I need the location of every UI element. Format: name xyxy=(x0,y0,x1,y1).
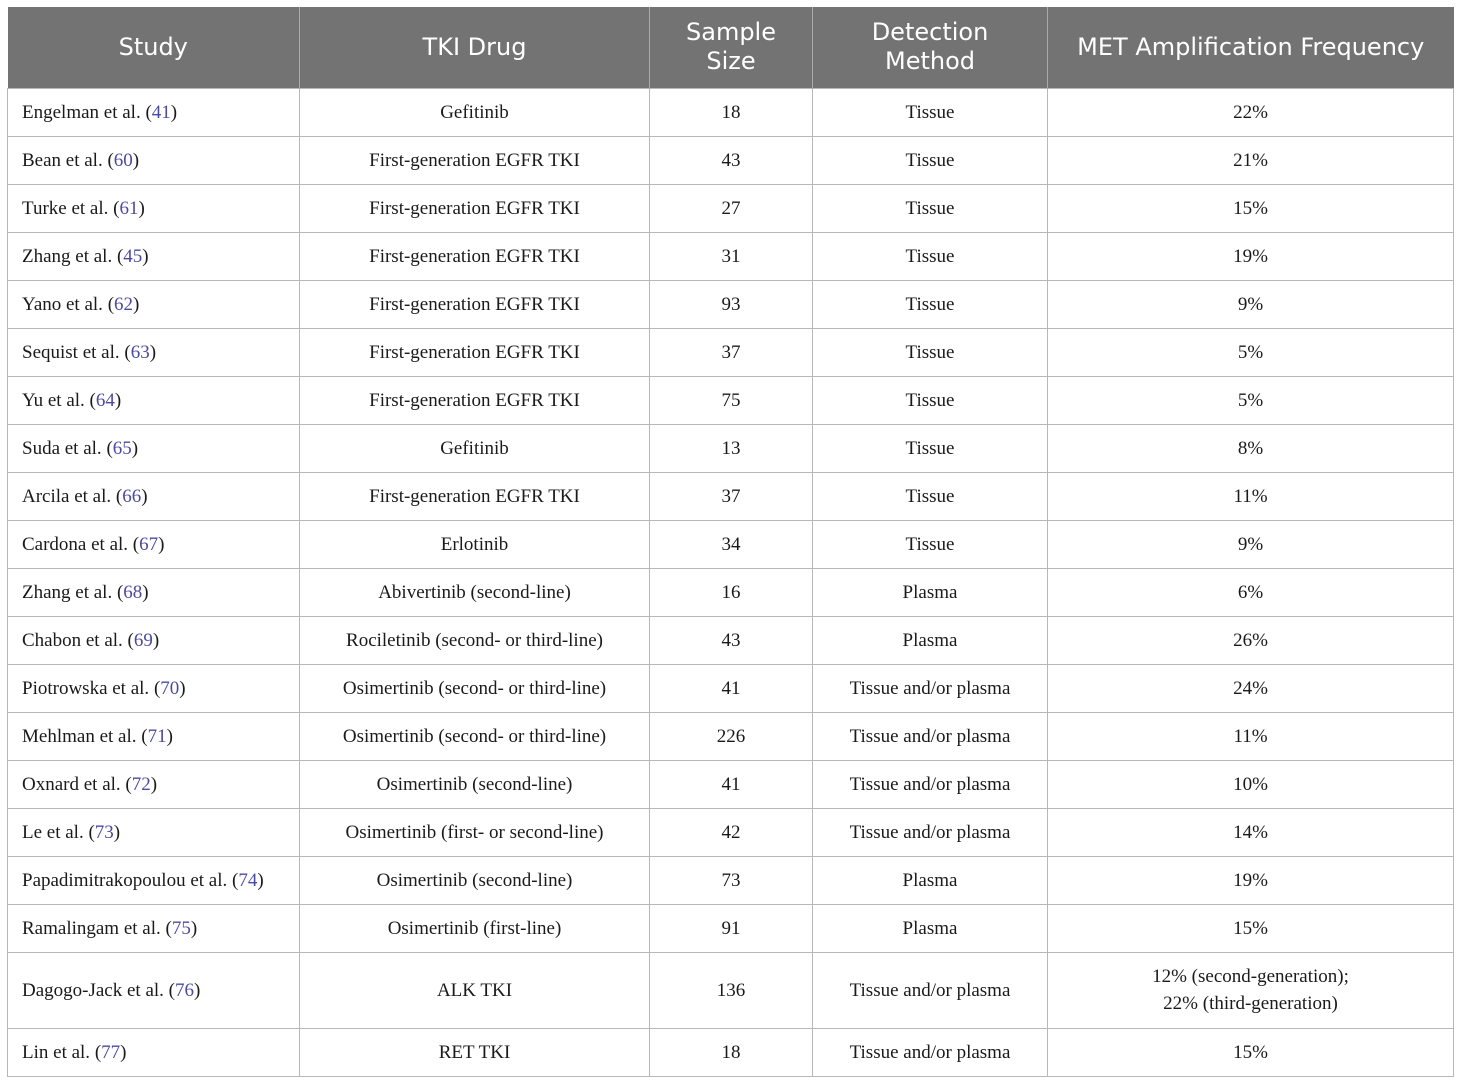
cell-tki-drug: Gefitinib xyxy=(300,424,650,472)
cell-met-frequency: 24% xyxy=(1048,664,1454,712)
reference-link[interactable]: 68 xyxy=(123,581,143,603)
table-row xyxy=(8,664,1454,712)
cell-sample-size: 43 xyxy=(650,136,813,184)
reference-link[interactable]: 41 xyxy=(151,101,171,123)
cell-sample-size: 41 xyxy=(650,664,813,712)
cell-tki-drug: Rociletinib (second- or third-line) xyxy=(300,616,650,664)
cell-detection-method: Plasma xyxy=(813,568,1048,616)
cell-sample-size: 226 xyxy=(650,712,813,760)
reference-link[interactable]: 74 xyxy=(238,869,258,891)
reference-link[interactable]: 66 xyxy=(122,485,142,507)
cell-study: Dagogo-Jack et al. (76) xyxy=(8,952,300,1028)
table-row xyxy=(8,520,1454,568)
table-row xyxy=(8,424,1454,472)
study-author: Lin et al. xyxy=(22,1041,91,1063)
table-row xyxy=(8,328,1454,376)
table-row xyxy=(8,952,1454,1028)
cell-sample-size: 13 xyxy=(650,424,813,472)
reference-link[interactable]: 60 xyxy=(113,149,133,171)
cell-sample-size: 18 xyxy=(650,88,813,136)
cell-tki-drug: First-generation EGFR TKI xyxy=(300,472,650,520)
cell-detection-method: Tissue and/or plasma xyxy=(813,808,1048,856)
reference-link[interactable]: 62 xyxy=(114,293,134,315)
header-tki-drug: TKI Drug xyxy=(300,7,650,88)
study-author: Turke et al. xyxy=(22,197,109,219)
cell-tki-drug: First-generation EGFR TKI xyxy=(300,232,650,280)
cell-tki-drug: First-generation EGFR TKI xyxy=(300,376,650,424)
reference-link[interactable]: 63 xyxy=(130,341,150,363)
header-detection-method: Detection Method xyxy=(813,7,1048,88)
cell-study: Papadimitrakopoulou et al. (74) xyxy=(8,856,300,904)
cell-study: Turke et al. (61) xyxy=(8,184,300,232)
cell-met-frequency: 5% xyxy=(1048,328,1454,376)
cell-detection-method: Tissue and/or plasma xyxy=(813,952,1048,1028)
cell-sample-size: 27 xyxy=(650,184,813,232)
cell-met-frequency: 11% xyxy=(1048,712,1454,760)
cell-tki-drug: ALK TKI xyxy=(300,952,650,1028)
cell-study: Lin et al. (77) xyxy=(8,1028,300,1076)
reference-link[interactable]: 72 xyxy=(131,773,151,795)
study-author: Le et al. xyxy=(22,821,84,843)
study-author: Papadimitrakopoulou et al. xyxy=(22,869,228,891)
study-author: Suda et al. xyxy=(22,437,102,459)
cell-met-frequency: 9% xyxy=(1048,280,1454,328)
cell-study: Engelman et al. (41) xyxy=(8,88,300,136)
cell-met-frequency: 11% xyxy=(1048,472,1454,520)
cell-study: Arcila et al. (66) xyxy=(8,472,300,520)
cell-sample-size: 93 xyxy=(650,280,813,328)
cell-detection-method: Plasma xyxy=(813,616,1048,664)
study-author: Sequist et al. xyxy=(22,341,120,363)
cell-met-frequency: 21% xyxy=(1048,136,1454,184)
cell-tki-drug: First-generation EGFR TKI xyxy=(300,328,650,376)
cell-study: Ramalingam et al. (75) xyxy=(8,904,300,952)
table-row xyxy=(8,616,1454,664)
cell-study: Zhang et al. (45) xyxy=(8,232,300,280)
study-author: Chabon et al. xyxy=(22,629,123,651)
study-author: Dagogo-Jack et al. xyxy=(22,979,164,1001)
cell-sample-size: 43 xyxy=(650,616,813,664)
table-row xyxy=(8,376,1454,424)
cell-study: Cardona et al. (67) xyxy=(8,520,300,568)
cell-tki-drug: First-generation EGFR TKI xyxy=(300,184,650,232)
cell-met-frequency: 19% xyxy=(1048,232,1454,280)
header-study: Study xyxy=(8,7,300,88)
reference-link[interactable]: 75 xyxy=(171,917,191,939)
cell-detection-method: Tissue xyxy=(813,184,1048,232)
cell-detection-method: Tissue and/or plasma xyxy=(813,712,1048,760)
reference-link[interactable]: 45 xyxy=(123,245,143,267)
study-author: Yano et al. xyxy=(22,293,103,315)
cell-met-frequency: 15% xyxy=(1048,184,1454,232)
reference-link[interactable]: 64 xyxy=(95,389,115,411)
table-row xyxy=(8,856,1454,904)
cell-detection-method: Tissue xyxy=(813,520,1048,568)
cell-detection-method: Tissue and/or plasma xyxy=(813,1028,1048,1076)
table-row xyxy=(8,1028,1454,1076)
header-met-frequency: MET Amplification Frequency xyxy=(1048,7,1454,88)
cell-met-frequency: 14% xyxy=(1048,808,1454,856)
cell-tki-drug: Osimertinib (first- or second-line) xyxy=(300,808,650,856)
cell-study: Oxnard et al. (72) xyxy=(8,760,300,808)
cell-detection-method: Tissue xyxy=(813,424,1048,472)
cell-met-frequency: 12% (second-generation); 22% (third-generation) xyxy=(1048,952,1454,1028)
reference-link[interactable]: 65 xyxy=(112,437,132,459)
cell-sample-size: 37 xyxy=(650,472,813,520)
cell-sample-size: 16 xyxy=(650,568,813,616)
cell-study: Suda et al. (65) xyxy=(8,424,300,472)
study-author: Arcila et al. xyxy=(22,485,112,507)
cell-met-frequency: 15% xyxy=(1048,904,1454,952)
cell-study: Yano et al. (62) xyxy=(8,280,300,328)
cell-study: Bean et al. (60) xyxy=(8,136,300,184)
cell-detection-method: Tissue xyxy=(813,376,1048,424)
study-author: Ramalingam et al. xyxy=(22,917,161,939)
cell-met-frequency: 10% xyxy=(1048,760,1454,808)
cell-study: Chabon et al. (69) xyxy=(8,616,300,664)
reference-link[interactable]: 73 xyxy=(94,821,114,843)
cell-detection-method: Plasma xyxy=(813,904,1048,952)
cell-study: Piotrowska et al. (70) xyxy=(8,664,300,712)
reference-link[interactable]: 77 xyxy=(101,1041,121,1063)
cell-sample-size: 31 xyxy=(650,232,813,280)
cell-met-frequency: 22% xyxy=(1048,88,1454,136)
met-amplification-table xyxy=(7,7,1454,1077)
study-author: Oxnard et al. xyxy=(22,773,121,795)
reference-link[interactable]: 76 xyxy=(175,979,194,1001)
table-row xyxy=(8,136,1454,184)
cell-met-frequency: 15% xyxy=(1048,1028,1454,1076)
cell-met-frequency: 9% xyxy=(1048,520,1454,568)
cell-detection-method: Plasma xyxy=(813,856,1048,904)
table-row xyxy=(8,472,1454,520)
cell-study: Yu et al. (64) xyxy=(8,376,300,424)
table-row xyxy=(8,88,1454,136)
cell-sample-size: 91 xyxy=(650,904,813,952)
cell-study: Sequist et al. (63) xyxy=(8,328,300,376)
reference-link[interactable]: 71 xyxy=(147,725,167,747)
study-author: Zhang et al. xyxy=(22,581,113,603)
cell-detection-method: Tissue and/or plasma xyxy=(813,664,1048,712)
cell-detection-method: Tissue xyxy=(813,232,1048,280)
cell-sample-size: 73 xyxy=(650,856,813,904)
cell-sample-size: 75 xyxy=(650,376,813,424)
cell-tki-drug: Osimertinib (second-line) xyxy=(300,856,650,904)
study-author: Cardona et al. xyxy=(22,533,129,555)
table-row xyxy=(8,808,1454,856)
reference-link[interactable]: 61 xyxy=(119,197,139,219)
table-row xyxy=(8,712,1454,760)
cell-detection-method: Tissue xyxy=(813,328,1048,376)
cell-study: Zhang et al. (68) xyxy=(8,568,300,616)
cell-tki-drug: Osimertinib (second- or third-line) xyxy=(300,712,650,760)
cell-tki-drug: Erlotinib xyxy=(300,520,650,568)
cell-tki-drug: Gefitinib xyxy=(300,88,650,136)
cell-met-frequency: 8% xyxy=(1048,424,1454,472)
cell-met-frequency: 5% xyxy=(1048,376,1454,424)
study-author: Mehlman et al. xyxy=(22,725,137,747)
study-author: Yu et al. xyxy=(22,389,85,411)
cell-tki-drug: Osimertinib (second-line) xyxy=(300,760,650,808)
cell-sample-size: 136 xyxy=(650,952,813,1028)
cell-met-frequency: 6% xyxy=(1048,568,1454,616)
cell-study: Mehlman et al. (71) xyxy=(8,712,300,760)
cell-detection-method: Tissue xyxy=(813,280,1048,328)
cell-detection-method: Tissue xyxy=(813,472,1048,520)
cell-study: Le et al. (73) xyxy=(8,808,300,856)
table-row xyxy=(8,760,1454,808)
table-row xyxy=(8,280,1454,328)
table-row xyxy=(8,568,1454,616)
cell-tki-drug: First-generation EGFR TKI xyxy=(300,136,650,184)
reference-link[interactable]: 70 xyxy=(160,677,180,699)
table-row xyxy=(8,184,1454,232)
study-author: Zhang et al. xyxy=(22,245,113,267)
cell-detection-method: Tissue xyxy=(813,136,1048,184)
header-sample-size: Sample Size xyxy=(650,7,813,88)
table-body xyxy=(8,88,1454,1076)
reference-link[interactable]: 67 xyxy=(139,533,159,555)
cell-tki-drug: RET TKI xyxy=(300,1028,650,1076)
cell-sample-size: 42 xyxy=(650,808,813,856)
cell-tki-drug: Osimertinib (first-line) xyxy=(300,904,650,952)
cell-sample-size: 18 xyxy=(650,1028,813,1076)
study-author: Bean et al. xyxy=(22,149,103,171)
cell-detection-method: Tissue and/or plasma xyxy=(813,760,1048,808)
cell-sample-size: 41 xyxy=(650,760,813,808)
study-author: Engelman et al. xyxy=(22,101,141,123)
cell-tki-drug: Abivertinib (second-line) xyxy=(300,568,650,616)
cell-met-frequency: 19% xyxy=(1048,856,1454,904)
table-row xyxy=(8,904,1454,952)
cell-tki-drug: Osimertinib (second- or third-line) xyxy=(300,664,650,712)
cell-sample-size: 34 xyxy=(650,520,813,568)
cell-detection-method: Tissue xyxy=(813,88,1048,136)
table-header xyxy=(8,7,1454,88)
study-author: Piotrowska et al. xyxy=(22,677,150,699)
header-row xyxy=(8,7,1454,88)
table-row xyxy=(8,232,1454,280)
cell-tki-drug: First-generation EGFR TKI xyxy=(300,280,650,328)
cell-met-frequency: 26% xyxy=(1048,616,1454,664)
cell-sample-size: 37 xyxy=(650,328,813,376)
reference-link[interactable]: 69 xyxy=(133,629,153,651)
